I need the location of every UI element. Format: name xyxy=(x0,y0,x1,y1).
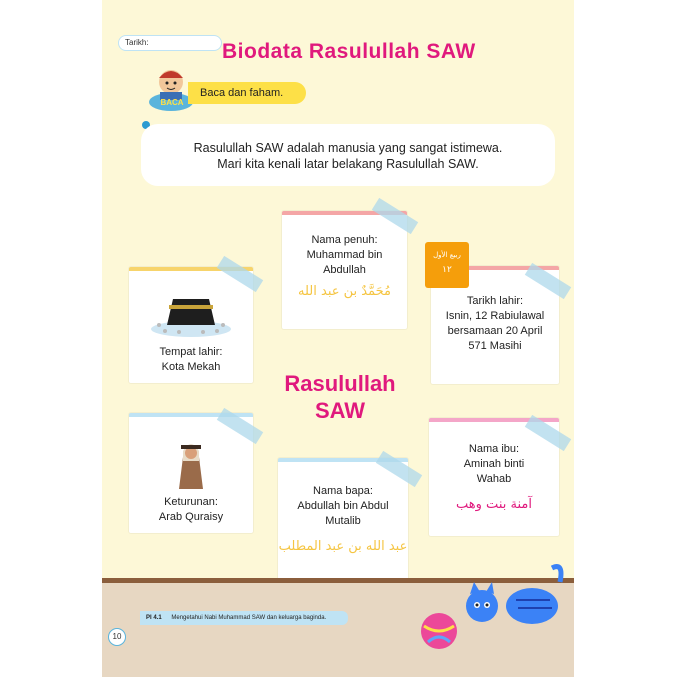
nama-ibu-value-2: Wahab xyxy=(476,473,512,485)
learning-standard-bar xyxy=(140,611,348,625)
intro-line-2: Mari kita kenali latar belakang Rasulullah SAW. xyxy=(217,157,479,171)
kaabah-icon xyxy=(149,285,233,337)
keturunan-label: Keturunan: xyxy=(164,496,218,508)
tarikh-lahir-value-2: bersamaan 20 April xyxy=(447,325,543,337)
calendar-month: ربيع الأول xyxy=(433,251,461,259)
calendar-icon xyxy=(425,242,469,288)
tarikh-lahir-label: Tarikh lahir: xyxy=(466,295,524,307)
page-number: 10 xyxy=(108,628,126,646)
nama-ibu-value-1: Aminah binti xyxy=(463,458,525,470)
worksheet-page xyxy=(102,0,574,677)
intro-box xyxy=(144,127,552,183)
nama-bapa-label: Nama bapa: xyxy=(313,485,373,497)
pi-text: Mengetahui Nabi Muhammad SAW dan keluarga baginda. xyxy=(171,615,327,621)
pi-code: PI 4.1 xyxy=(146,615,162,621)
calendar-day: ١٢ xyxy=(442,265,452,275)
center-title-line-2: SAW xyxy=(314,398,366,423)
keturunan-value: Arab Quraisy xyxy=(158,511,224,523)
nama-ibu-arabic: آمنة بنت وهب xyxy=(456,497,532,512)
card-keturunan xyxy=(129,413,253,533)
tarikh-lahir-value-3: 571 Masihi xyxy=(468,340,522,352)
tarikh-lahir-value-1: Isnin, 12 Rabiulawal xyxy=(445,310,545,322)
nama-penuh-arabic: مُحَمَّدٌ بن عبد الله xyxy=(298,284,391,299)
nama-bapa-value-1: Abdullah bin Abdul xyxy=(297,500,389,512)
card-tarikh-lahir xyxy=(431,251,559,384)
cat-icon xyxy=(460,560,570,640)
arab-man-icon xyxy=(169,431,213,491)
nama-bapa-arabic: عبد الله بن عبد المطلب xyxy=(278,539,408,554)
intro-line-1: Rasulullah SAW adalah manusia yang sangat istimewa. xyxy=(193,141,503,155)
tempat-lahir-value: Kota Mekah xyxy=(161,361,221,373)
tape-decoration xyxy=(217,408,263,444)
nama-bapa-value-2: Mutalib xyxy=(325,515,361,527)
card-nama-penuh xyxy=(282,211,407,329)
card-nama-ibu xyxy=(429,418,559,536)
baca-instruction: Baca dan faham. xyxy=(188,82,306,104)
baca-badge: BACA xyxy=(160,98,184,107)
date-field[interactable] xyxy=(118,35,222,51)
nama-penuh-value-1: Muhammad bin xyxy=(306,249,383,261)
center-title xyxy=(280,370,400,424)
page-title: Biodata Rasulullah SAW xyxy=(222,40,476,63)
nama-penuh-label: Nama penuh: xyxy=(311,234,378,246)
date-label: Tarikh: xyxy=(125,38,149,47)
card-nama-bapa xyxy=(278,458,408,580)
card-tempat-lahir xyxy=(129,267,253,383)
ball-icon xyxy=(420,612,458,650)
nama-penuh-value-2: Abdullah xyxy=(323,264,366,276)
nama-ibu-label: Nama ibu: xyxy=(468,443,520,455)
tempat-lahir-label: Tempat lahir: xyxy=(159,346,223,358)
center-title-line-1: Rasulullah xyxy=(284,371,396,396)
